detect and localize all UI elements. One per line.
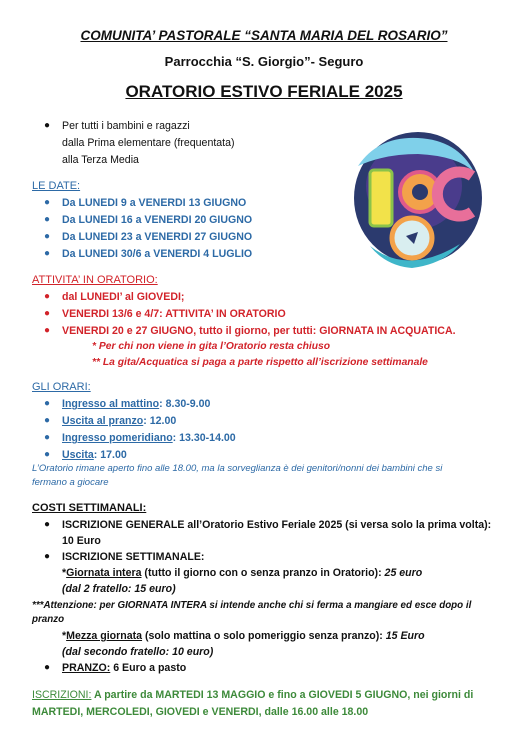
parish-name: Parrocchia “S. Giorgio”- Seguro: [164, 54, 364, 69]
hours-label: Ingresso pomeridiano: [62, 432, 173, 444]
hours-item: [62, 449, 127, 461]
bullet: ●: [44, 551, 51, 562]
bullet: ●: [44, 415, 51, 426]
cost-general-line-1: ISCRIZIONE GENERALE all’Oratorio Estivo Feriale 2025 (si versa solo la prima volta):: [62, 519, 492, 531]
bullet: ●: [44, 432, 51, 443]
bullet: ●: [44, 120, 51, 131]
costs-heading: COSTI SETTIMANALI:: [32, 502, 147, 514]
bullet: ●: [44, 398, 51, 409]
community-title: COMUNITA’ PASTORALE “SANTA MARIA DEL ROSARIO”: [80, 28, 448, 43]
bullet: ●: [44, 325, 51, 336]
bullet: ●: [44, 197, 51, 208]
hours-note-line-2: fermano a giocare: [32, 477, 109, 488]
hours-value: : 13.30-14.00: [172, 432, 236, 444]
intro-line-3: alla Terza Media: [62, 154, 139, 166]
cost-general-line-2: 10 Euro: [62, 535, 101, 547]
attention-line-2: pranzo: [32, 614, 65, 625]
bullet: ●: [44, 662, 51, 673]
activity-item: VENERDI 13/6 e 4/7: ATTIVITA’ IN ORATORIO: [62, 308, 286, 320]
hours-value: : 12.00: [143, 415, 177, 427]
asterisk: *: [62, 630, 67, 642]
hours-note-line-1: L’Oratorio rimane aperto fino alle 18.00, ma la sorveglianza è dei genitori/nonni dei bambini che si: [32, 463, 443, 474]
intro-line-2: dalla Prima elementare (frequentata): [62, 137, 235, 149]
bullet: ●: [44, 308, 51, 319]
bullet: ●: [44, 231, 51, 242]
cost-weekly-heading: ISCRIZIONE SETTIMANALE:: [62, 551, 205, 563]
attention-line-1: ***Attenzione: per GIORNATA INTERA si intende anche chi si ferma a mangiare ed esce dopo il: [32, 600, 472, 611]
registration-line-2: MARTEDI, MERCOLEDI, GIOVEDI e VENERDI, dalle 16.00 alle 18.00: [32, 706, 369, 718]
bullet: ●: [44, 519, 51, 530]
activity-note-1: * Per chi non viene in gita l’Oratorio resta chiuso: [92, 341, 331, 352]
dates-heading: LE DATE:: [32, 180, 81, 192]
hours-label: Uscita: [62, 449, 94, 461]
activity-note-2: ** La gita/Acquatica si paga a parte rispetto all’iscrizione settimanale: [92, 357, 428, 368]
registration-line-1: [32, 689, 473, 701]
half-day-sibling: (dal secondo fratello: 10 euro): [62, 646, 214, 658]
hours-value: : 8.30-9.00: [159, 398, 211, 410]
half-day-price: 15 Euro: [385, 630, 425, 642]
hours-item: [62, 415, 176, 427]
asterisk: *: [62, 567, 67, 579]
activity-item: VENERDI 20 e 27 GIUGNO, tutto il giorno, per tutti: GIORNATA IN ACQUATICA.: [62, 325, 456, 337]
full-day-label: Giornata intera: [66, 567, 142, 579]
registration-text: A partire da MARTEDI 13 MAGGIO e fino a GIOVEDI 5 GIUGNO, nei giorni di: [91, 689, 474, 701]
page-title: ORATORIO ESTIVO FERIALE 2025: [125, 82, 403, 101]
hours-item: [62, 398, 210, 410]
date-item: Da LUNEDI 16 a VENERDI 20 GIUGNO: [62, 214, 253, 226]
intro-line-1: Per tutti i bambini e ragazzi: [62, 120, 190, 132]
lunch-value: 6 Euro a pasto: [110, 662, 187, 674]
hours-label: Uscita al pranzo: [62, 415, 144, 427]
hours-label: Ingresso al mattino: [62, 398, 160, 410]
bullet: ●: [44, 449, 51, 460]
bullet: ●: [44, 248, 51, 259]
registration-label: ISCRIZIONI:: [32, 689, 92, 701]
full-day-desc: (tutto il giorno con o senza pranzo in Oratorio):: [141, 567, 385, 579]
hours-item: [62, 432, 236, 444]
hours-heading: GLI ORARI:: [32, 381, 91, 393]
cost-half-day: [62, 630, 425, 642]
activities-heading: ATTIVITA’ IN ORATORIO:: [32, 274, 158, 286]
date-item: Da LUNEDI 30/6 a VENERDI 4 LUGLIO: [62, 248, 253, 260]
half-day-label: Mezza giornata: [66, 630, 143, 642]
activity-item: dal LUNEDI’ al GIOVEDI;: [62, 291, 185, 303]
full-day-sibling: (dal 2 fratello: 15 euro): [62, 583, 176, 595]
lunch-label: PRANZO:: [62, 662, 111, 674]
cost-full-day: [62, 567, 422, 579]
date-item: Da LUNEDI 23 a VENERDI 27 GIUGNO: [62, 231, 253, 243]
cost-lunch: [62, 662, 186, 674]
oratorio-logo-icon: [348, 126, 484, 278]
date-item: Da LUNEDI 9 a VENERDI 13 GIUGNO: [62, 197, 247, 209]
hours-value: : 17.00: [93, 449, 127, 461]
half-day-desc: (solo mattina o solo pomeriggio senza pranzo):: [142, 630, 386, 642]
bullet: ●: [44, 291, 51, 302]
full-day-price: 25 euro: [384, 567, 423, 579]
bullet: ●: [44, 214, 51, 225]
